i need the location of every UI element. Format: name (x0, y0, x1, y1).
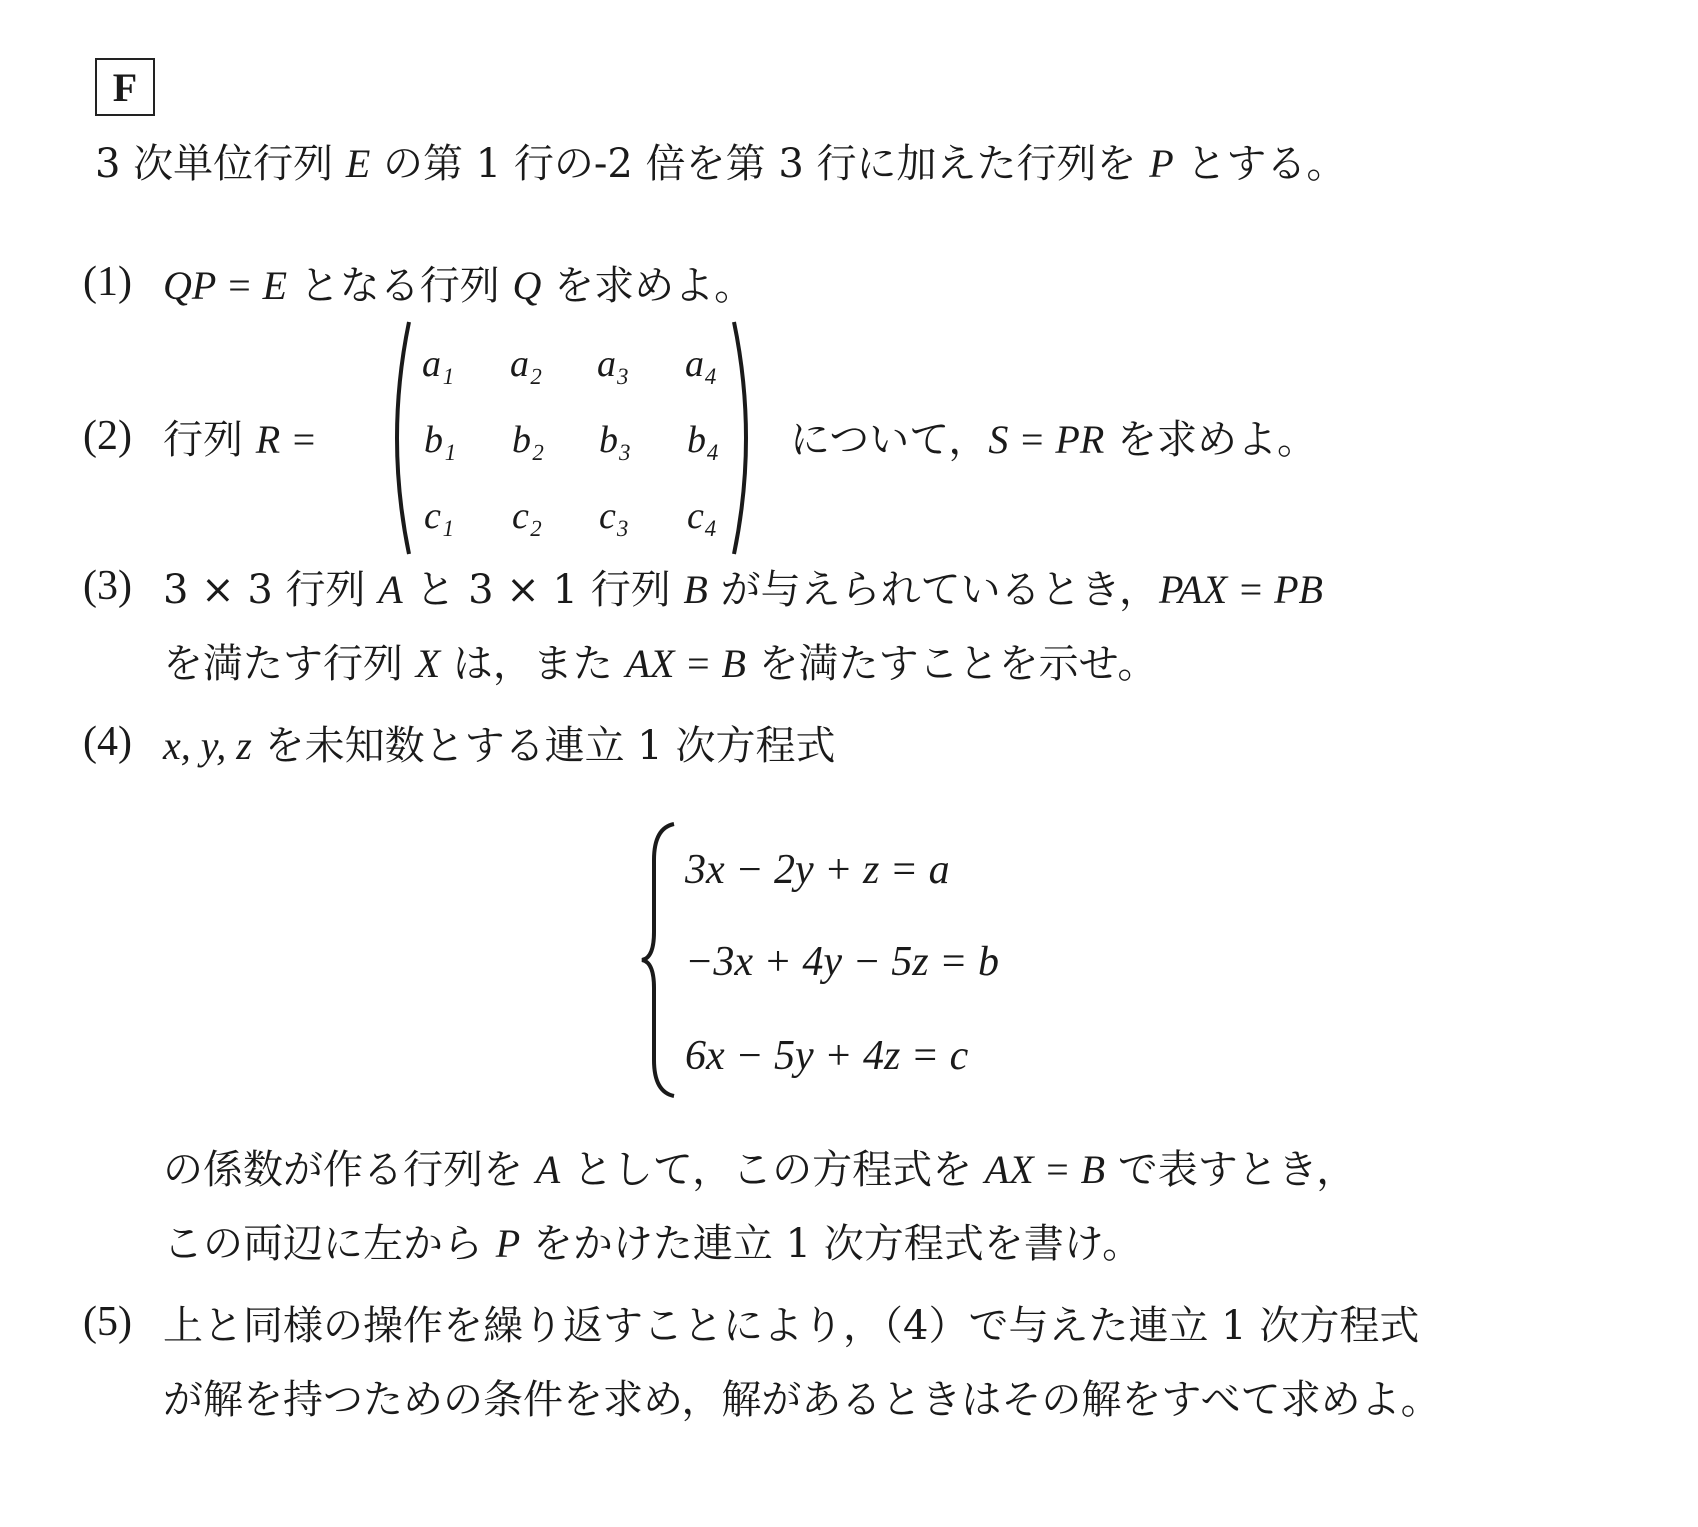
q2-text-start: 行列 R = (163, 417, 318, 463)
q5-line2: が解を持つための条件を求め，解があるときはその解をすべて求めよ。 (163, 1377, 1441, 1423)
matrix-cell: c₄ (687, 495, 718, 537)
matrix-cell: a₄ (685, 343, 718, 385)
matrix-left-paren (383, 318, 413, 558)
q3-line1: 3 × 3 行列 A と 3 × 1 行列 B が与えられているとき，PAX = PB (163, 567, 1323, 613)
q3-line2: を満たす行列 X は，また AX = B を満たすことを示せ。 (163, 641, 1158, 687)
matrix-cell: c₁ (424, 495, 455, 537)
matrix-cell: a₁ (422, 343, 455, 385)
matrix-cell: b₂ (512, 419, 545, 461)
q2-text-end: について，S = PR を求めよ。 (790, 417, 1317, 463)
q5-line1: 上と同様の操作を繰り返すことにより，（4）で与えた連立 1 次方程式 (163, 1303, 1420, 1349)
matrix-cell: a₂ (510, 343, 543, 385)
matrix-cell: c₃ (599, 495, 630, 537)
matrix-cell: a₃ (597, 343, 630, 385)
equation-1: 3x − 2y + z = a (685, 847, 950, 893)
q5-label: (5) (83, 1299, 132, 1345)
q1-label: (1) (83, 259, 132, 305)
matrix-cell: b₄ (687, 419, 720, 461)
q3-label: (3) (83, 563, 132, 609)
matrix-cell: b₃ (599, 419, 632, 461)
matrix-right-paren (730, 318, 760, 558)
q4-line3: この両辺に左から P をかけた連立 1 次方程式を書け。 (163, 1221, 1143, 1267)
q4-line2: の係数が作る行列を A として，この方程式を AX = B で表すとき， (163, 1147, 1357, 1193)
matrix-cell: c₂ (512, 495, 543, 537)
q2-label: (2) (83, 413, 132, 459)
intro-text: 3 次単位行列 E の第 1 行の-2 倍を第 3 行に加えた行列を P とする。 (95, 141, 1347, 187)
q4-label: (4) (83, 719, 132, 765)
equation-3: 6x − 5y + 4z = c (685, 1033, 969, 1079)
equation-2: −3x + 4y − 5z = b (685, 939, 999, 985)
matrix-cell: b₁ (424, 419, 457, 461)
q4-line1: x, y, z を未知数とする連立 1 次方程式 (163, 723, 836, 769)
problem-label-box: F (95, 58, 155, 116)
q1-text: QP = E となる行列 Q を求めよ。 (163, 263, 755, 309)
system-brace (640, 820, 680, 1100)
